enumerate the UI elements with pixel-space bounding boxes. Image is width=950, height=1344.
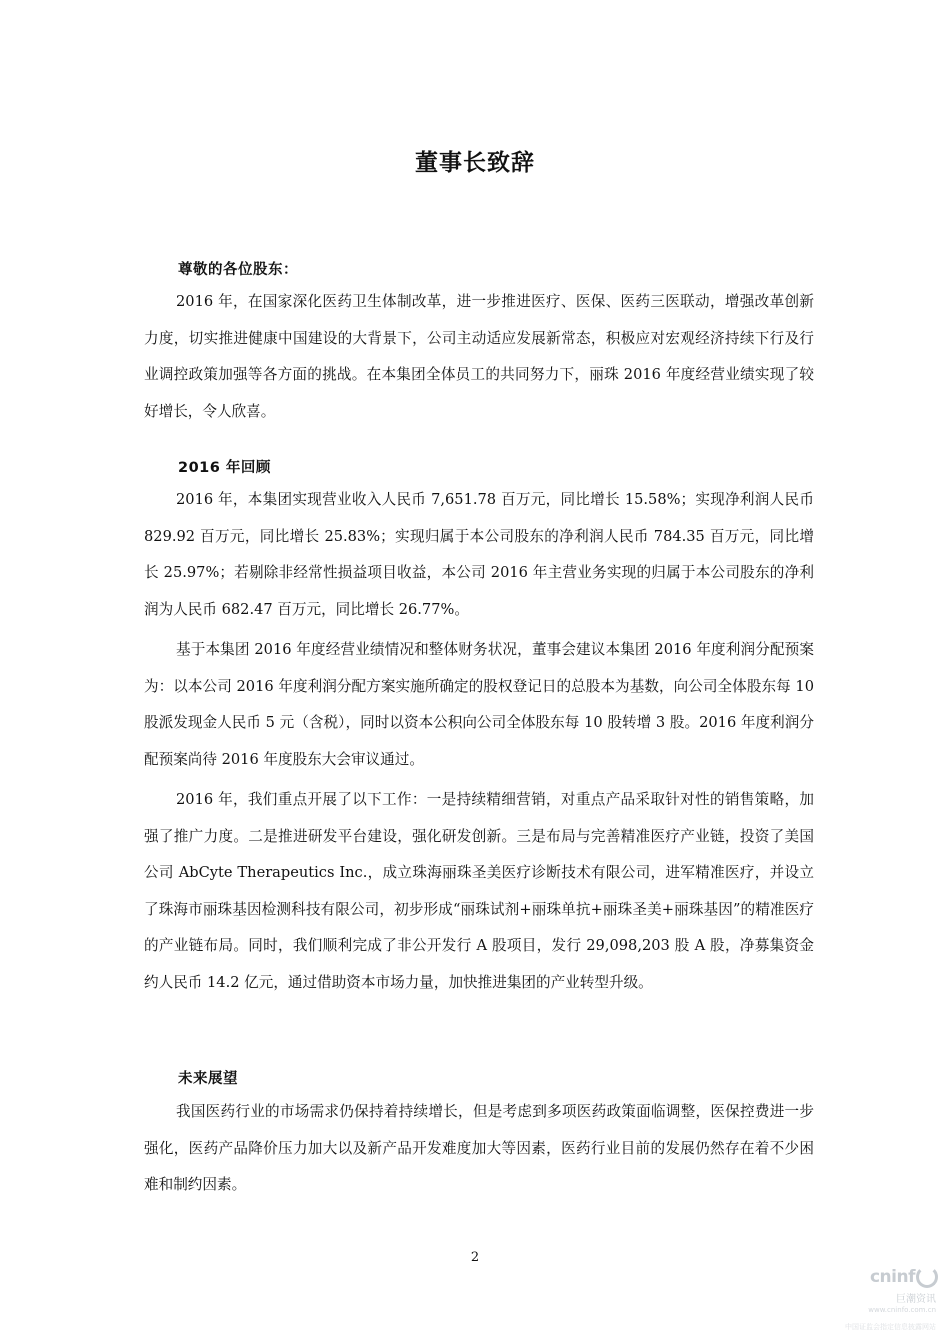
swirl-icon	[916, 1266, 938, 1288]
review-paragraph-2: 基于本集团 2016 年度经营业绩情况和整体财务状况，董事会建议本集团 2016 年度利润分配预案为：以本公司 2016 年度利润分配方案实施所确定的股权登记日的总股本为基数，向公司全体股东每 10 股派发现金人民币 5 元（含税），同时以资本公积向公司全体股东每 10 股转增 3 股。2016 年度利润分配预案尚待 2016 年度股东大会审议通过。	[144, 641, 814, 768]
outlook-paragraph-1: 我国医药行业的市场需求仍保持着持续增长，但是考虑到多项医药政策面临调整，医保控费进一步强化，医药产品降价压力加大以及新产品开发难度加大等因素，医药行业目前的发展仍然存在着不少困难和制约因素。	[144, 1103, 814, 1193]
cninfo-watermark	[832, 1260, 942, 1340]
review-heading: 2016 年回顾	[178, 460, 271, 476]
watermark-name: 巨潮资讯	[896, 1294, 936, 1305]
page-number: 2	[470, 1250, 480, 1265]
review-paragraph-3: 2016 年，我们重点开展了以下工作：一是持续精细营销，对重点产品采取针对性的销售策略，加强了推广力度。二是推进研发平台建设，强化研发创新。三是布局与完善精准医疗产业链，投资了美国公司 AbCyte Therapeutics Inc.，成立珠海丽珠圣美医疗诊断技术有限公司，进军精准医疗，并设立了珠海市丽珠基因检测科技有限公司，初步形成“丽珠试剂+丽珠单抗+丽珠圣美+丽珠基因”的精准医疗的产业链布局。同时，我们顺利完成了非公开发行 A 股项目，发行 29,098,203 股 A 股，净募集资金约人民币 14.2 亿元，通过借助资本市场力量，加快推进集团的产业转型升级。	[144, 791, 814, 991]
salutation: 尊敬的各位股东：	[178, 262, 298, 278]
watermark-url: www.cninfo.com.cn	[868, 1306, 936, 1314]
review-paragraph-1: 2016 年，本集团实现营业收入人民币 7,651.78 百万元，同比增长 15.58%；实现净利润人民币 829.92 百万元，同比增长 25.83%；实现归属于本公司股东的净利润人民币 784.35 百万元，同比增长 25.97%；若剔除非经常性损益项目收益，本公司 2016 年主营业务实现的归属于本公司股东的净利润为人民币 682.47 百万元，同比增长 26.77%。	[144, 491, 814, 618]
outlook-heading: 未来展望	[178, 1071, 238, 1087]
watermark-subtitle: 中国证监会指定信息披露网站	[845, 1323, 936, 1331]
cninfo-logo: cninf	[870, 1266, 938, 1288]
page-title: 董事长致辞	[415, 150, 535, 176]
intro-paragraph: 2016 年，在国家深化医药卫生体制改革，进一步推进医疗、医保、医药三医联动，增强改革创新力度，切实推进健康中国建设的大背景下，公司主动适应发展新常态，积极应对宏观经济持续下行及行业调控政策加强等各方面的挑战。在本集团全体员工的共同努力下，丽珠 2016 年度经营业绩实现了较好增长，令人欣喜。	[144, 293, 814, 420]
